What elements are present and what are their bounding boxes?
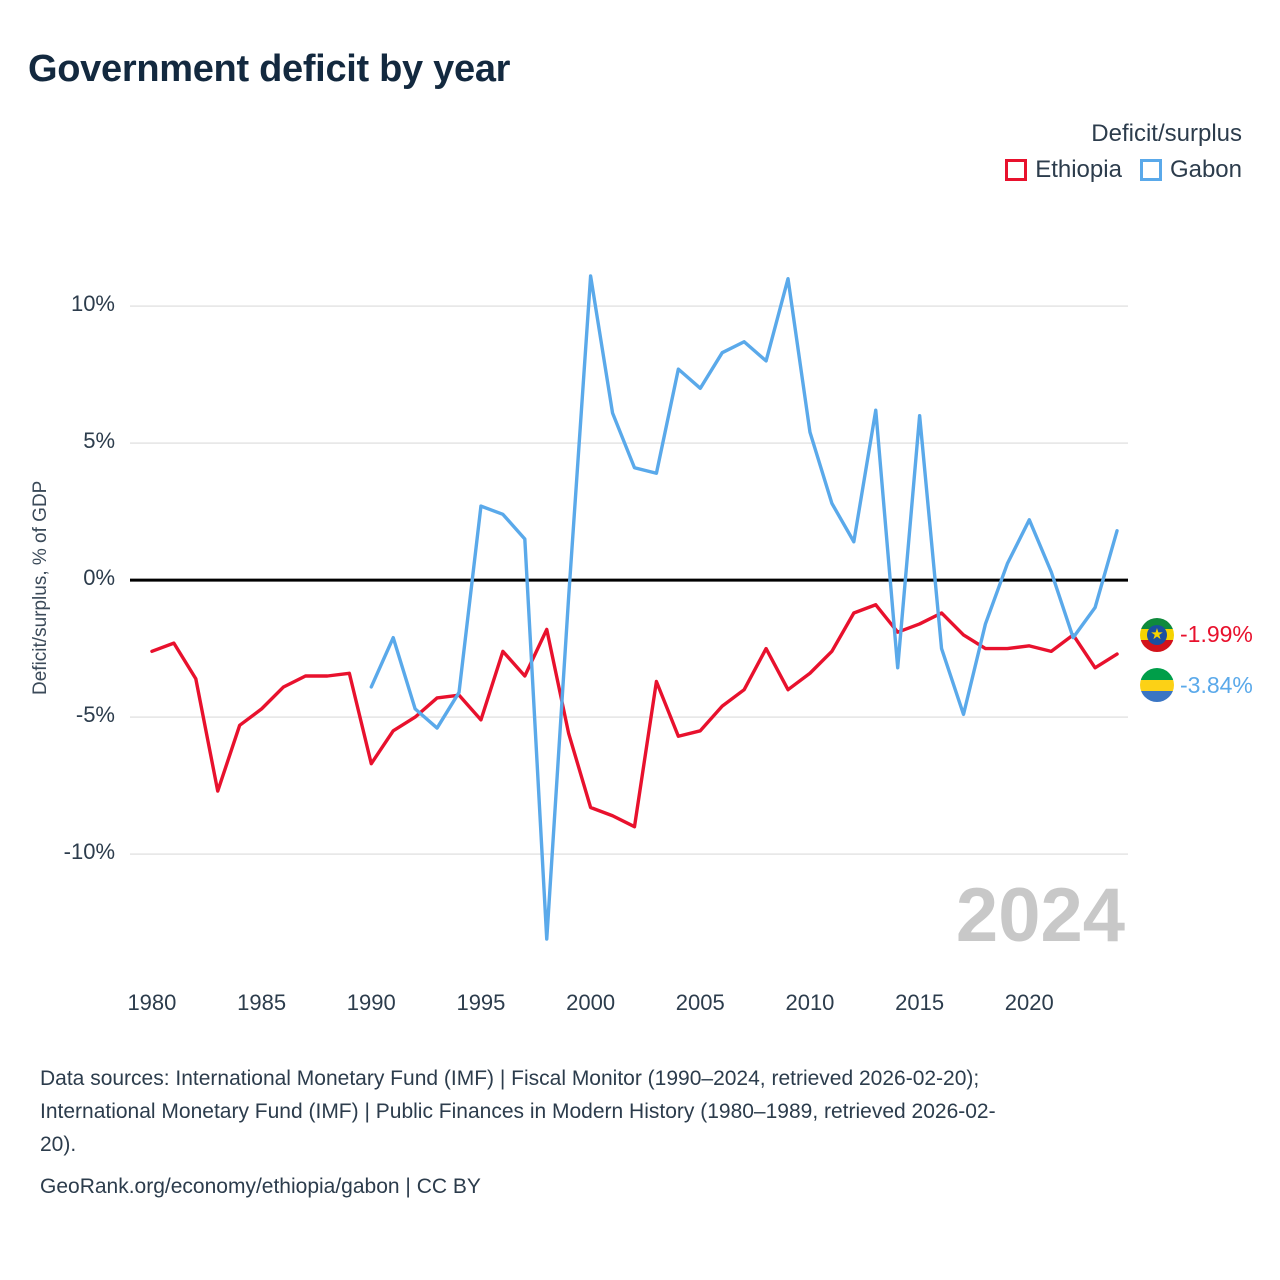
series-lines [152, 276, 1117, 939]
legend-title: Deficit/surplus [1091, 120, 1242, 147]
footer-source-line-3: 20). [40, 1133, 77, 1156]
footer-source-line-1: Data sources: International Monetary Fund (IMF) | Fiscal Monitor (1990–2024, retrieved 2026-02-20); [40, 1067, 980, 1090]
x-tick-label: 2000 [566, 990, 616, 1015]
end-label-gabon [1140, 668, 1253, 702]
y-tick-label: -10% [63, 839, 115, 865]
footer [40, 1062, 1240, 1224]
end-label-ethiopia [1140, 618, 1253, 652]
legend-label-gabon: Gabon [1169, 156, 1242, 183]
footer-source-line-2: International Monetary Fund (IMF) | Public Finances in Modern History (1980–1989, retrieved 2026-02- [40, 1100, 996, 1123]
x-tick-label: 1990 [346, 990, 396, 1015]
legend-label-ethiopia: Ethiopia [1035, 156, 1122, 183]
y-tick-label: 5% [83, 428, 115, 454]
y-tick-label: 10% [70, 291, 115, 317]
watermark-year: 2024 [955, 873, 1125, 958]
page-title: Government deficit by year [28, 48, 511, 90]
x-tick-label: 2020 [1004, 990, 1054, 1015]
series-line-gabon [371, 276, 1117, 939]
y-axis-title-text: Deficit/surplus, % of GDP [30, 480, 51, 695]
x-tick-label: 2015 [895, 990, 945, 1015]
x-tick-label: 2005 [675, 990, 725, 1015]
gabon-flag-icon [1140, 668, 1174, 702]
x-tick-label: 1980 [127, 990, 177, 1015]
y-tick-label: -5% [75, 702, 115, 728]
x-tick-label: 2010 [785, 990, 835, 1015]
series-line-ethiopia [152, 605, 1117, 827]
x-tick-label: 1995 [456, 990, 506, 1015]
end-label-value-gabon: -3.84% [1180, 671, 1253, 698]
y-tick-label: 0% [83, 565, 115, 591]
end-label-value-ethiopia: -1.99% [1180, 621, 1253, 648]
footer-credit[interactable]: GeoRank.org/economy/ethiopia/gabon | CC BY [40, 1175, 481, 1198]
ethiopia-flag-icon: ★ [1140, 618, 1174, 652]
gridlines [130, 306, 1128, 854]
x-tick-label: 1985 [237, 990, 287, 1015]
